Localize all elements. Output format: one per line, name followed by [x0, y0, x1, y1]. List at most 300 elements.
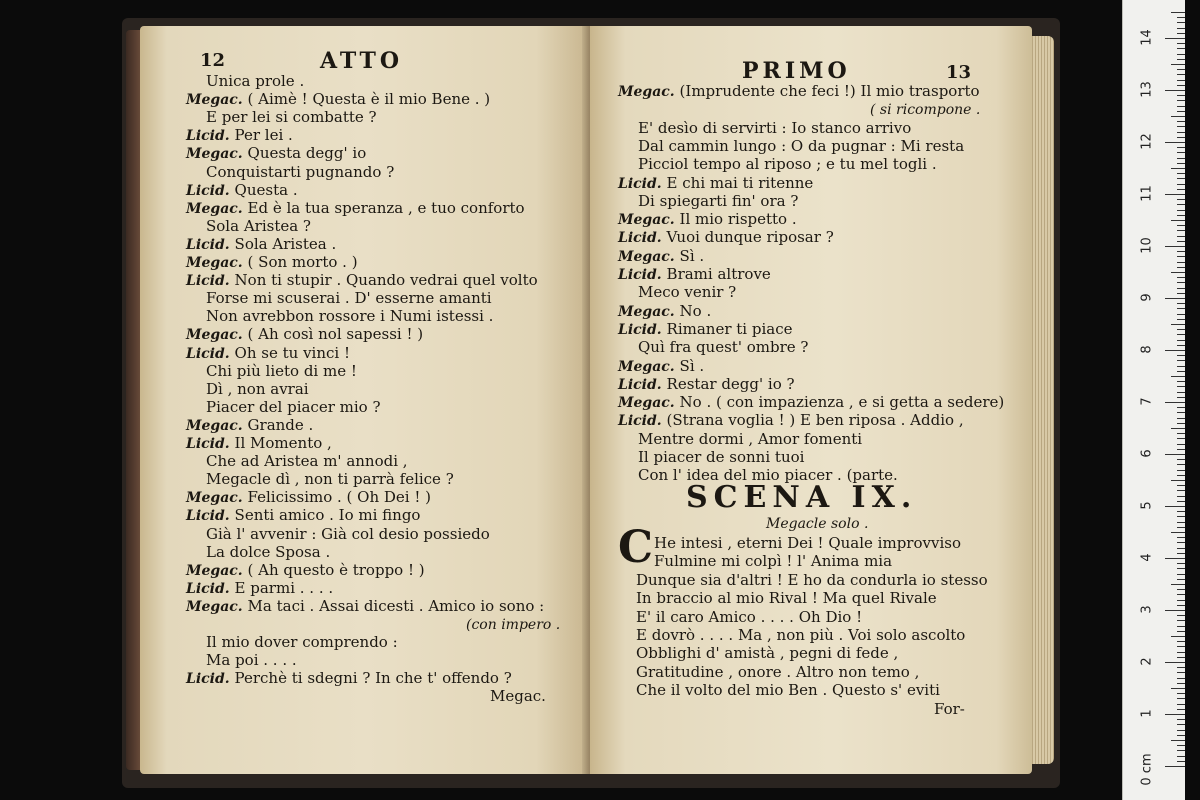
left-running-head: ATTO — [320, 48, 403, 74]
line-text: (Imprudente che feci !) Il mio trasporto — [679, 82, 980, 100]
ruler-tick — [1177, 100, 1185, 101]
text-line — [206, 72, 304, 90]
line-text: Sola Aristea ? — [206, 216, 311, 235]
ruler-tick — [1171, 428, 1185, 429]
left-page-number: 12 — [200, 50, 226, 71]
line-text: Il Momento , — [234, 434, 332, 452]
ruler-number: 8 — [1139, 345, 1155, 354]
ruler-tick — [1177, 537, 1185, 538]
ruler-tick — [1165, 714, 1185, 715]
ruler-number: 5 — [1139, 501, 1155, 510]
text-line — [186, 506, 420, 525]
ruler-tick — [1177, 511, 1185, 512]
ruler-tick — [1177, 28, 1185, 29]
ruler-tick — [1177, 392, 1185, 393]
ruler-tick — [1165, 350, 1185, 351]
text-line — [490, 687, 546, 705]
ruler-tick — [1177, 756, 1185, 757]
ruler-tick — [1177, 111, 1185, 112]
line-text: No . — [679, 301, 712, 320]
text-line — [186, 416, 313, 435]
speaker-label: Licid. — [618, 321, 667, 338]
ruler-tick — [1177, 438, 1185, 439]
text-line — [206, 380, 309, 398]
text-line — [206, 543, 330, 561]
ruler-tick — [1177, 381, 1185, 382]
text-line — [206, 452, 408, 470]
ruler-tick — [1177, 678, 1185, 679]
text-line — [186, 181, 298, 200]
monologue-text — [590, 26, 1032, 774]
speaker-label: Licid. — [186, 508, 235, 525]
line-text: E parmi . . . . — [234, 578, 334, 597]
ruler-tick — [1177, 522, 1185, 523]
left-text-block — [140, 26, 590, 774]
line-text: Mentre dormi , Amor fomenti — [638, 429, 863, 448]
line-text: Già l' avvenir : Già col desio possiedo — [206, 524, 490, 543]
ruler-tick — [1177, 126, 1185, 127]
ruler-tick — [1177, 121, 1185, 122]
drop-capital: C — [618, 522, 654, 573]
ruler-number: 7 — [1139, 397, 1155, 406]
ruler-tick — [1177, 730, 1185, 731]
line-text: Ma taci . Assai dicesti . Amico io sono : — [247, 596, 545, 615]
ruler-tick — [1177, 574, 1185, 575]
ruler-tick — [1165, 506, 1185, 507]
ruler-tick — [1177, 563, 1185, 564]
ruler-tick — [1177, 646, 1185, 647]
ruler-tick — [1177, 345, 1185, 346]
ruler-tick — [1177, 719, 1185, 720]
ruler-tick — [1177, 423, 1185, 424]
line-text: Non avrebbon rossore i Numi istessi . — [206, 307, 494, 326]
line-text: E chi mai ti ritenne — [666, 173, 814, 192]
speaker-label: Megac. — [186, 146, 248, 163]
line-text: Piacer del piacer mio ? — [206, 397, 381, 416]
ruler-tick — [1177, 236, 1185, 237]
line-text: Vuoi dunque riposar ? — [666, 228, 834, 247]
ruler-number: 4 — [1139, 553, 1155, 562]
ruler-tick — [1177, 319, 1185, 320]
ruler-tick — [1165, 610, 1185, 611]
speaker-label: Megac. — [618, 248, 680, 265]
ruler-tick — [1177, 267, 1185, 268]
measuring-ruler — [1122, 0, 1185, 800]
ruler-tick — [1177, 397, 1185, 398]
ruler-tick — [1177, 158, 1185, 159]
ruler-tick — [1177, 589, 1185, 590]
ruler-tick — [1177, 548, 1185, 549]
line-text: Forse mi scuserai . D' esserne amanti — [206, 289, 492, 308]
line-text: Di spiegarti fin' ora ? — [638, 191, 799, 210]
speaker-label: Licid. — [618, 230, 667, 247]
text-line — [206, 163, 394, 181]
ruler-tick — [1177, 626, 1185, 627]
line-text: Con l' idea del mio piacer . (parte. — [638, 466, 898, 485]
line-text: ( Aimè ! Questa è il mio Bene . ) — [247, 90, 491, 109]
speaker-label: Megac. — [186, 598, 248, 615]
ruler-tick — [1177, 516, 1185, 517]
speaker-label: Megac. — [186, 562, 248, 579]
ruler-tick — [1177, 147, 1185, 148]
left-page — [140, 26, 590, 774]
ruler-tick — [1177, 277, 1185, 278]
speaker-label: Megac. — [618, 395, 680, 412]
speaker-label: Megac. — [618, 303, 680, 320]
page-edges — [1030, 36, 1054, 764]
line-text: La dolce Sposa . — [206, 542, 331, 561]
speaker-label: Licid. — [186, 182, 235, 199]
ruler-tick — [1171, 220, 1185, 221]
monologue-line: Gratitudine , onore . Altro non temo , — [636, 662, 920, 681]
ruler-tick — [1177, 282, 1185, 283]
line-text: Brami altrove — [666, 265, 771, 283]
ruler-tick — [1177, 568, 1185, 569]
text-line — [206, 398, 381, 416]
ruler-tick — [1177, 256, 1185, 257]
ruler-tick — [1171, 324, 1185, 325]
ruler-tick — [1177, 579, 1185, 580]
ruler-tick — [1177, 80, 1185, 81]
ruler-tick — [1177, 241, 1185, 242]
ruler-tick — [1177, 17, 1185, 18]
ruler-tick — [1177, 22, 1185, 23]
line-text: Unica prole . — [206, 72, 305, 90]
line-text: Il piacer de sonni tuoi — [638, 448, 805, 466]
speaker-label: Licid. — [186, 128, 235, 145]
ruler-tick — [1177, 412, 1185, 413]
ruler-tick — [1177, 485, 1185, 486]
text-line — [206, 289, 492, 307]
speaker-label: Megac. — [186, 327, 248, 344]
line-text: E' desìo di servirti : Io stanco arrivo — [638, 118, 912, 137]
ruler-tick — [1177, 54, 1185, 55]
ruler-tick — [1171, 584, 1185, 585]
scene-title: SCENA IX. — [686, 480, 918, 515]
speaker-label: Megac. — [186, 417, 248, 434]
ruler-tick — [1165, 298, 1185, 299]
ruler-tick — [1177, 709, 1185, 710]
ruler-tick — [1177, 340, 1185, 341]
line-text: No . ( con impazienza , e si getta a sedere) — [679, 393, 1005, 412]
monologue-line: E dovrò . . . . Ma , non più . Voi solo ascolto — [636, 626, 966, 644]
line-text: Questa degg' io — [247, 144, 367, 163]
ruler-tick — [1177, 433, 1185, 434]
ruler-tick — [1171, 272, 1185, 273]
text-line — [206, 470, 454, 488]
line-text: Grande . — [247, 415, 314, 434]
ruler-unit-label: 0 cm — [1139, 753, 1155, 786]
speaker-label: Megac. — [186, 255, 248, 271]
ruler-tick — [1165, 662, 1185, 663]
ruler-tick — [1177, 418, 1185, 419]
monologue-line: He intesi , eterni Dei ! Quale improvviso — [654, 534, 961, 552]
ruler-tick — [1177, 199, 1185, 200]
line-text: Sola Aristea . — [234, 234, 337, 253]
line-text: Che ad Aristea m' annodi , — [206, 452, 408, 471]
text-line — [186, 434, 332, 453]
speaker-label: Licid. — [186, 236, 235, 253]
text-line — [206, 362, 357, 380]
line-text: ( Ah questo è troppo ! ) — [247, 560, 425, 579]
ruler-tick — [1177, 407, 1185, 408]
ruler-tick — [1177, 225, 1185, 226]
ruler-tick — [1177, 303, 1185, 304]
ruler-tick — [1171, 64, 1185, 65]
ruler-tick — [1177, 366, 1185, 367]
text-line — [186, 669, 512, 688]
ruler-tick — [1177, 189, 1185, 190]
ruler-tick — [1177, 43, 1185, 44]
text-line — [466, 615, 560, 634]
line-text: Dal cammin lungo : O da pugnar : Mi resta — [638, 136, 965, 155]
ruler-tick — [1177, 704, 1185, 705]
ruler-number: 14 — [1139, 29, 1155, 46]
ruler-number: 10 — [1139, 237, 1155, 254]
speaker-label: Megac. — [618, 358, 680, 375]
ruler-tick — [1177, 620, 1185, 621]
line-text: Ed è la tua speranza , e tuo conforto — [247, 198, 525, 217]
text-line — [186, 561, 425, 580]
scene-subtitle: Megacle solo . — [766, 516, 869, 532]
speaker-label: Megac. — [186, 200, 248, 217]
monologue-line: E' il caro Amico . . . . Oh Dio ! — [636, 607, 863, 626]
monologue-line: In braccio al mio Rival ! Ma quel Rivale — [636, 589, 937, 608]
line-text: Dì , non avrai — [206, 379, 309, 398]
text-line — [186, 579, 333, 598]
ruler-tick — [1177, 735, 1185, 736]
speaker-label: Licid. — [618, 376, 667, 393]
ruler-tick — [1177, 132, 1185, 133]
monologue-line: For- — [934, 699, 965, 718]
ruler-tick — [1165, 194, 1185, 195]
speaker-label: Megac. — [618, 212, 680, 229]
ruler-tick — [1177, 178, 1185, 179]
speaker-label: Megac. — [618, 84, 680, 100]
line-text: Rimaner ti piace — [666, 319, 793, 338]
ruler-tick — [1177, 542, 1185, 543]
line-text: Conquistarti pugnando ? — [206, 162, 395, 181]
ruler-tick — [1177, 314, 1185, 315]
ruler-tick — [1171, 740, 1185, 741]
text-line — [186, 253, 358, 272]
ruler-number: 6 — [1139, 449, 1155, 458]
ruler-tick — [1177, 693, 1185, 694]
line-text: Sì . — [679, 246, 705, 265]
ruler-tick — [1177, 137, 1185, 138]
ruler-tick — [1177, 355, 1185, 356]
line-text: (con impero . — [466, 617, 561, 633]
line-text: Per lei . — [234, 126, 293, 145]
text-line — [186, 344, 350, 363]
ruler-tick — [1177, 184, 1185, 185]
text-line — [186, 325, 423, 344]
ruler-tick — [1177, 490, 1185, 491]
line-text: ( si ricompone . — [870, 102, 981, 119]
ruler-tick — [1177, 449, 1185, 450]
ruler-tick — [1177, 251, 1185, 252]
line-text: Il mio rispetto . — [679, 210, 797, 229]
speaker-label: Licid. — [186, 436, 235, 452]
monologue-line: Fulmine mi colpì ! l' Anima mia — [654, 552, 893, 571]
ruler-tick — [1177, 470, 1185, 471]
line-text: Perchè ti sdegni ? In che t' offendo ? — [234, 669, 512, 688]
speaker-label: Licid. — [186, 580, 235, 597]
text-line — [186, 271, 538, 290]
ruler-tick — [1177, 371, 1185, 372]
ruler-tick — [1177, 615, 1185, 616]
text-line — [186, 488, 431, 507]
ruler-tick — [1177, 605, 1185, 606]
ruler-tick — [1177, 215, 1185, 216]
ruler-tick — [1177, 360, 1185, 361]
speaker-label: Licid. — [186, 671, 235, 688]
ruler-number: 12 — [1139, 133, 1155, 150]
right-page-number: 13 — [946, 62, 972, 83]
ruler-tick — [1177, 600, 1185, 601]
line-text: E per lei si combatte ? — [206, 108, 377, 127]
ruler-tick — [1177, 683, 1185, 684]
ruler-tick — [1177, 152, 1185, 153]
ruler-tick — [1171, 480, 1185, 481]
line-text: Megac. — [490, 687, 546, 706]
ruler-tick — [1177, 95, 1185, 96]
ruler-tick — [1177, 69, 1185, 70]
ruler-tick — [1177, 672, 1185, 673]
ruler-tick — [1177, 74, 1185, 75]
line-text: Non ti stupir . Quando vedrai quel volto — [234, 271, 538, 290]
ruler-number: 2 — [1139, 657, 1155, 666]
text-line — [206, 217, 311, 235]
ruler-tick — [1177, 496, 1185, 497]
ruler-tick — [1177, 745, 1185, 746]
ruler-tick — [1177, 698, 1185, 699]
ruler-tick — [1177, 210, 1185, 211]
ruler-tick — [1165, 38, 1185, 39]
ruler-tick — [1171, 636, 1185, 637]
line-text: Oh se tu vinci ! — [234, 343, 350, 362]
line-text: Ma poi . . . . — [206, 651, 297, 670]
ruler-tick — [1177, 657, 1185, 658]
ruler-tick — [1177, 106, 1185, 107]
monologue-line: Che il volto del mio Ben . Questo s' eviti — [636, 681, 940, 700]
text-line — [206, 651, 297, 669]
speaker-label: Megac. — [186, 490, 248, 507]
line-text: Senti amico . Io mi fingo — [234, 506, 421, 525]
right-running-head: PRIMO — [742, 58, 851, 84]
line-text: Questa . — [234, 180, 298, 199]
line-text: Restar degg' io ? — [666, 374, 795, 393]
ruler-tick — [1177, 230, 1185, 231]
text-line — [186, 597, 544, 616]
ruler-tick — [1177, 459, 1185, 460]
speaker-label: Licid. — [618, 267, 667, 283]
line-text: ( Son morto . ) — [247, 253, 358, 271]
text-line — [206, 108, 377, 126]
ruler-number: 11 — [1139, 185, 1155, 202]
ruler-tick — [1177, 288, 1185, 289]
ruler-tick — [1171, 168, 1185, 169]
monologue-line: Obblighi d' amistà , pegni di fede , — [636, 644, 899, 663]
line-text: (Strana voglia ! ) E ben riposa . Addio , — [666, 411, 964, 430]
ruler-tick — [1165, 558, 1185, 559]
line-text: Chi più lieto di me ! — [206, 361, 357, 380]
text-line — [186, 126, 293, 145]
ruler-tick — [1177, 594, 1185, 595]
ruler-tick — [1177, 173, 1185, 174]
ruler-tick — [1177, 33, 1185, 34]
line-text: Quì fra quest' ombre ? — [638, 338, 809, 357]
ruler-tick — [1177, 48, 1185, 49]
ruler-tick — [1165, 766, 1185, 767]
right-page — [590, 26, 1032, 774]
speaker-label: Licid. — [618, 413, 667, 430]
text-line — [186, 199, 525, 218]
speaker-label: Licid. — [618, 175, 667, 192]
text-line — [186, 235, 336, 254]
ruler-tick — [1165, 246, 1185, 247]
ruler-tick — [1177, 464, 1185, 465]
ruler-tick — [1177, 652, 1185, 653]
ruler-tick — [1177, 444, 1185, 445]
ruler-number: 3 — [1139, 605, 1155, 614]
line-text: Megacle dì , non ti parrà felice ? — [206, 470, 454, 489]
line-text: Il mio dover comprendo : — [206, 633, 398, 652]
ruler-tick — [1177, 262, 1185, 263]
ruler-tick — [1171, 532, 1185, 533]
text-line — [206, 525, 490, 543]
text-line — [186, 144, 366, 163]
ruler-tick — [1177, 641, 1185, 642]
text-line — [186, 90, 490, 109]
ruler-tick — [1165, 90, 1185, 91]
ruler-tick — [1177, 163, 1185, 164]
line-text: Sì . — [679, 356, 705, 375]
line-text: ( Ah così nol sapessi ! ) — [247, 325, 424, 344]
ruler-tick — [1177, 293, 1185, 294]
ruler-tick — [1177, 667, 1185, 668]
monologue-line: Dunque sia d'altri ! E ho da condurla io stesso — [636, 570, 988, 589]
ruler-tick — [1177, 475, 1185, 476]
ruler-tick — [1171, 116, 1185, 117]
ruler-tick — [1177, 308, 1185, 309]
ruler-tick — [1177, 501, 1185, 502]
line-text: Picciol tempo al riposo ; e tu mel togli . — [638, 155, 937, 174]
ruler-tick — [1171, 12, 1185, 13]
ruler-tick — [1177, 59, 1185, 60]
ruler-tick — [1177, 85, 1185, 86]
ruler-number: 13 — [1139, 81, 1155, 98]
ruler-tick — [1171, 688, 1185, 689]
ruler-tick — [1177, 386, 1185, 387]
line-text: Felicissimo . ( Oh Dei ! ) — [247, 488, 432, 507]
ruler-tick — [1171, 376, 1185, 377]
ruler-number: 1 — [1139, 709, 1155, 718]
ruler-tick — [1177, 334, 1185, 335]
ruler-tick — [1177, 329, 1185, 330]
line-text: Meco venir ? — [638, 283, 737, 302]
ruler-tick — [1177, 204, 1185, 205]
ruler-tick — [1165, 402, 1185, 403]
ruler-tick — [1177, 527, 1185, 528]
ruler-tick — [1177, 631, 1185, 632]
ruler-tick — [1177, 761, 1185, 762]
ruler-tick — [1165, 454, 1185, 455]
ruler-tick — [1177, 553, 1185, 554]
speaker-label: Licid. — [186, 345, 235, 362]
text-line — [206, 307, 493, 325]
ruler-tick — [1165, 142, 1185, 143]
